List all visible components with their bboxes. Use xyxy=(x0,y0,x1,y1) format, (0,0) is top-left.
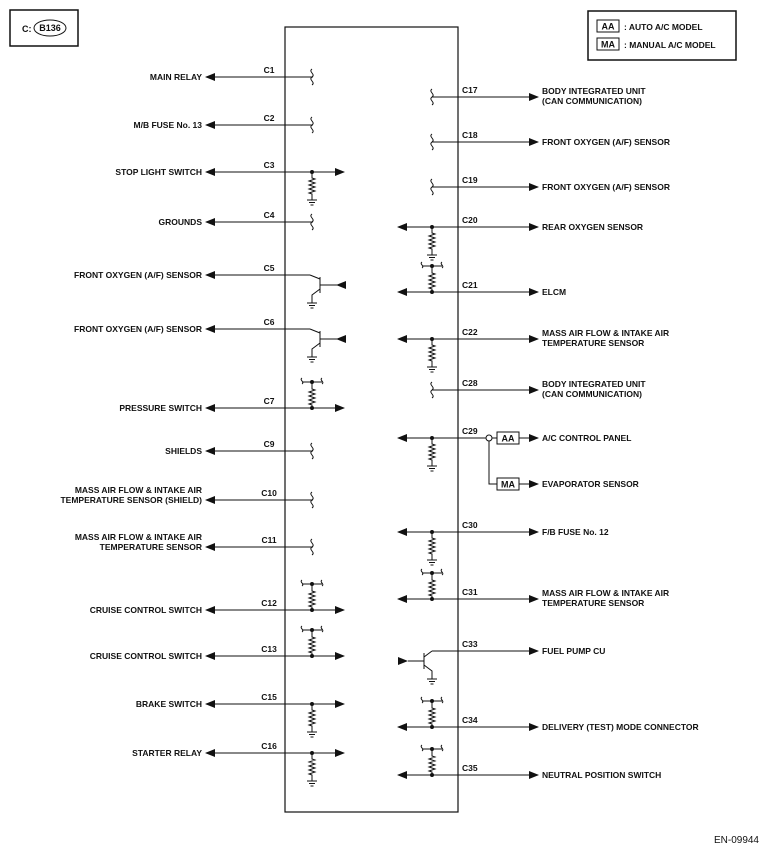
pin-number: C19 xyxy=(462,175,478,185)
connector-id: B136 xyxy=(39,23,61,33)
pin-c7 xyxy=(119,378,344,413)
pin-number: C16 xyxy=(261,741,277,751)
pin-label: PRESSURE SWITCH xyxy=(119,403,202,413)
pin-label: MASS AIR FLOW & INTAKE AIR xyxy=(74,485,202,495)
resistor-icon xyxy=(429,577,435,599)
resistor-icon xyxy=(309,588,315,610)
pin-c13 xyxy=(90,626,344,661)
pin-c22 xyxy=(398,327,669,372)
pin-label: BRAKE SWITCH xyxy=(135,699,202,709)
pin-label: TEMPERATURE SENSOR xyxy=(542,598,645,608)
resistor-icon xyxy=(429,705,435,727)
pin-label: MAIN RELAY xyxy=(149,72,202,82)
resistor-icon xyxy=(429,438,435,466)
drawing-reference: EN-09944 xyxy=(713,835,759,846)
supply-break-icon xyxy=(301,378,303,384)
pin-c18 xyxy=(431,130,670,150)
pin-c19 xyxy=(431,175,670,195)
pin-label: CRUISE CONTROL SWITCH xyxy=(89,605,202,615)
junction-dot xyxy=(430,264,434,268)
pin-c30 xyxy=(398,520,609,565)
junction-dot xyxy=(430,571,434,575)
branch-node xyxy=(486,435,492,441)
pin-c11 xyxy=(75,532,313,555)
pin-label: NEUTRAL POSITION SWITCH xyxy=(542,770,662,780)
pin-number: C34 xyxy=(462,715,478,725)
pin-c35 xyxy=(398,745,661,780)
pin-number: C11 xyxy=(261,535,277,545)
pin-number: C1 xyxy=(263,65,275,75)
junction-dot xyxy=(430,747,434,751)
pin-label: MASS AIR FLOW & INTAKE AIR xyxy=(74,532,202,542)
resistor-icon xyxy=(309,704,315,732)
pin-number: C18 xyxy=(462,130,478,140)
pin-number: C21 xyxy=(462,280,478,290)
pin-number: C2 xyxy=(263,113,275,123)
pin-label: TEMPERATURE SENSOR xyxy=(542,338,645,348)
pin-c3 xyxy=(115,160,344,205)
pin-label: MASS AIR FLOW & INTAKE AIR xyxy=(542,328,670,338)
pin-c12 xyxy=(90,580,344,615)
pin-label: STOP LIGHT SWITCH xyxy=(115,167,202,177)
supply-break-icon xyxy=(421,262,423,268)
input-arrow-icon xyxy=(398,657,408,665)
ecm-body xyxy=(285,27,458,812)
pin-label: FRONT OXYGEN (A/F) SENSOR xyxy=(74,270,202,280)
input-arrow-icon xyxy=(336,335,346,343)
pin-number: C22 xyxy=(462,327,478,337)
pin-number: C28 xyxy=(462,378,478,388)
pin-c33 xyxy=(398,639,605,684)
pin-label: TEMPERATURE SENSOR (SHIELD) xyxy=(60,495,202,505)
model-code: MA xyxy=(501,479,515,490)
pin-label: (CAN COMMUNICATION) xyxy=(542,389,642,399)
junction-dot xyxy=(310,380,314,384)
pin-label: DELIVERY (TEST) MODE CONNECTOR xyxy=(542,722,699,732)
pin-label: (CAN COMMUNICATION) xyxy=(542,96,642,106)
pin-number: C31 xyxy=(462,587,478,597)
pin-c15 xyxy=(136,692,344,737)
connector-prefix: C: xyxy=(22,24,32,34)
pin-c20 xyxy=(398,215,643,260)
pin-label: EVAPORATOR SENSOR xyxy=(542,479,639,489)
pin-number: C35 xyxy=(462,763,478,773)
resistor-icon xyxy=(429,227,435,255)
supply-break-icon xyxy=(421,697,423,703)
resistor-icon xyxy=(309,753,315,781)
pin-c5 xyxy=(74,263,346,308)
pin-number: C13 xyxy=(261,644,277,654)
legend-code-manual: MA xyxy=(601,39,615,50)
junction-dot xyxy=(430,699,434,703)
pin-label: REAR OXYGEN SENSOR xyxy=(542,222,644,232)
pin-label: CRUISE CONTROL SWITCH xyxy=(89,651,202,661)
pin-c4 xyxy=(159,210,314,230)
input-arrow-icon xyxy=(336,281,346,289)
pin-c31 xyxy=(398,569,669,608)
resistor-icon xyxy=(429,532,435,560)
legend-text-auto: : AUTO A/C MODEL xyxy=(624,22,703,32)
pin-number: C3 xyxy=(263,160,275,170)
branch-line xyxy=(489,441,497,484)
resistor-icon xyxy=(429,753,435,775)
supply-break-icon xyxy=(301,626,303,632)
pin-c34 xyxy=(398,697,699,732)
pin-c1 xyxy=(150,65,313,85)
pin-label: BODY INTEGRATED UNIT xyxy=(542,379,646,389)
pin-label: FRONT OXYGEN (A/F) SENSOR xyxy=(542,182,670,192)
pin-label: TEMPERATURE SENSOR xyxy=(99,542,202,552)
pin-c6 xyxy=(74,317,346,362)
pin-label: ELCM xyxy=(542,287,567,297)
pin-c10 xyxy=(60,485,313,508)
pin-number: C10 xyxy=(261,488,277,498)
supply-break-icon xyxy=(301,580,303,586)
legend-text-manual: : MANUAL A/C MODEL xyxy=(624,40,716,50)
pin-number: C7 xyxy=(263,396,275,406)
resistor-icon xyxy=(309,634,315,656)
pin-label: F/B FUSE No. 12 xyxy=(542,527,609,537)
resistor-icon xyxy=(309,386,315,408)
pin-label: FRONT OXYGEN (A/F) SENSOR xyxy=(542,137,670,147)
pin-label: FUEL PUMP CU xyxy=(542,646,606,656)
junction-dot xyxy=(310,582,314,586)
supply-break-icon xyxy=(421,745,423,751)
pin-number: C6 xyxy=(263,317,275,327)
pin-label: GROUNDS xyxy=(158,217,202,227)
pin-c16 xyxy=(132,741,344,786)
pin-number: C12 xyxy=(261,598,277,608)
pin-c17 xyxy=(431,85,647,106)
pin-number: C30 xyxy=(462,520,478,530)
junction-dot xyxy=(310,628,314,632)
pin-label: STARTER RELAY xyxy=(132,748,202,758)
pin-c21 xyxy=(398,262,566,297)
model-code: AA xyxy=(501,433,515,444)
pin-number: C17 xyxy=(462,85,478,95)
pin-number: C5 xyxy=(263,263,275,273)
pin-label: MASS AIR FLOW & INTAKE AIR xyxy=(542,588,670,598)
pin-c28 xyxy=(431,378,647,399)
resistor-icon xyxy=(429,339,435,367)
pin-number: C15 xyxy=(261,692,277,702)
pin-number: C4 xyxy=(263,210,275,220)
pin-c2 xyxy=(134,113,314,133)
pin-number: C9 xyxy=(263,439,275,449)
pin-label: FRONT OXYGEN (A/F) SENSOR xyxy=(74,324,202,334)
pin-number: C33 xyxy=(462,639,478,649)
resistor-icon xyxy=(429,270,435,292)
supply-break-icon xyxy=(421,569,423,575)
legend xyxy=(588,11,736,60)
connector-badge xyxy=(10,10,78,46)
pin-label: M/B FUSE No. 13 xyxy=(133,120,202,130)
resistor-icon xyxy=(309,172,315,200)
legend-code-auto: AA xyxy=(601,21,615,32)
pin-c9 xyxy=(165,439,313,459)
pin-number: C29 xyxy=(462,426,478,436)
pin-number: C20 xyxy=(462,215,478,225)
pin-label: SHIELDS xyxy=(165,446,202,456)
pin-label: A/C CONTROL PANEL xyxy=(542,433,632,443)
pin-label: BODY INTEGRATED UNIT xyxy=(542,86,646,96)
pin-c29 xyxy=(398,426,639,490)
